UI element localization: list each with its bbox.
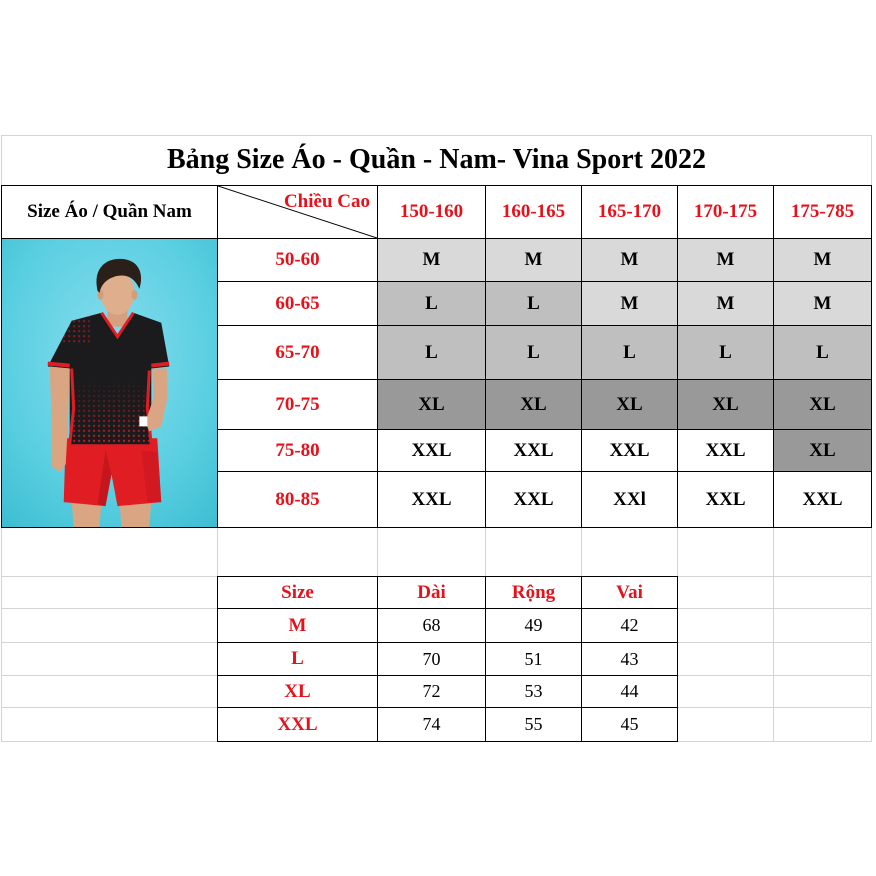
weight-label: 70-75 [218,380,378,430]
size-cell: M [378,239,486,282]
size-cell: L [774,326,872,380]
measure-value-rong: 49 [486,609,582,643]
measurement-table [217,576,678,742]
height-header-170-175: 170-175 [678,186,774,239]
size-cell: M [486,239,582,282]
measure-value-vai: 43 [582,643,678,676]
measure-value-dai: 74 [378,708,486,742]
size-cell: XXL [774,472,872,528]
measure-header-dai: Dài [378,577,486,609]
height-header-165-170: 165-170 [582,186,678,239]
page-title: Bảng Size Áo - Quần - Nam- Vina Sport 2022 [166,144,707,175]
measure-header-rong: Rộng [486,577,582,609]
weight-label: 60-65 [218,282,378,326]
measure-header-vai: Vai [582,577,678,609]
size-cell: L [378,282,486,326]
size-cell: XL [774,380,872,430]
measure-value-vai: 42 [582,609,678,643]
size-cell: L [486,326,582,380]
measure-value-dai: 68 [378,609,486,643]
measure-size-label: M [218,609,378,643]
size-cell: XL [774,430,872,472]
size-table [1,185,872,528]
size-cell: M [582,282,678,326]
model-photo [2,239,217,527]
measure-value-vai: 44 [582,676,678,708]
size-cell: XXL [582,430,678,472]
size-cell: M [582,239,678,282]
size-cell: XXL [678,472,774,528]
size-cell: XL [486,380,582,430]
size-cell: XL [378,380,486,430]
measure-size-label: L [218,643,378,676]
measure-value-rong: 55 [486,708,582,742]
size-cell: XXL [378,472,486,528]
measure-value-dai: 70 [378,643,486,676]
measure-value-vai: 45 [582,708,678,742]
height-header-175-785: 175-785 [774,186,872,239]
weight-label: 50-60 [218,239,378,282]
height-axis-header-cell [218,186,378,239]
weight-label: 75-80 [218,430,378,472]
size-cell: XXL [486,430,582,472]
measure-value-dai: 72 [378,676,486,708]
measure-value-rong: 51 [486,643,582,676]
size-cell: L [378,326,486,380]
size-cell: XXL [378,430,486,472]
size-cell: L [582,326,678,380]
height-header-150-160: 150-160 [378,186,486,239]
height-header-160-165: 160-165 [486,186,582,239]
size-cell: L [486,282,582,326]
size-cell: XXL [486,472,582,528]
measure-value-rong: 53 [486,676,582,708]
size-cell: M [678,282,774,326]
size-cell: M [678,239,774,282]
model-photo-cell [2,239,218,528]
weight-label: 65-70 [218,326,378,380]
size-cell: XL [678,380,774,430]
measure-size-label: XXL [218,708,378,742]
height-axis-label: Chiều Cao [283,191,370,212]
size-cell: M [774,239,872,282]
weight-label: 80-85 [218,472,378,528]
size-cell: L [678,326,774,380]
size-cell: XL [582,380,678,430]
corner-header-cell: Size Áo / Quần Nam [2,186,218,239]
size-cell: XXL [678,430,774,472]
measure-header-size: Size [218,577,378,609]
size-cell: M [774,282,872,326]
size-cell: XXl [582,472,678,528]
measure-size-label: XL [218,676,378,708]
